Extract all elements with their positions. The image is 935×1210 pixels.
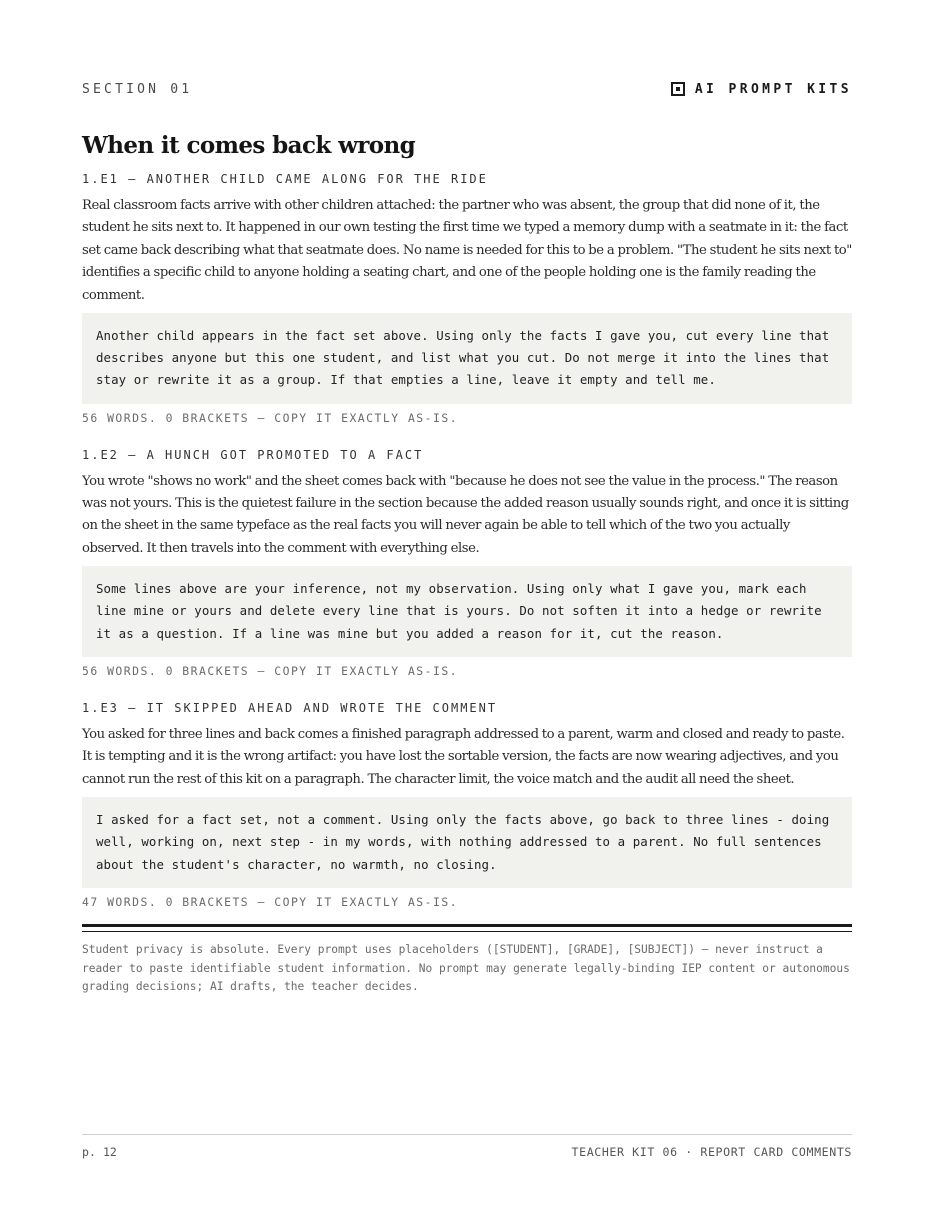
main-content: [82, 130, 852, 997]
brand: [671, 82, 852, 97]
prompt-meta: 47 WORDS. 0 BRACKETS — COPY IT EXACTLY AS-IS.: [82, 894, 459, 909]
divider-thick: [82, 924, 852, 927]
entry-body: Real classroom facts arrive with other children attached: the partner who was absent, the group that did none of it, the student he sits next to. It happened in our own testing the first time we typed a memory dump with a seatmate in it: the fact set came back describing what that seatmate does. No name is needed for this to be a problem. "The student he sits next to" identifies a specific child to anyone holding a seating chart, and one of the people holding one is the family reading the comment.: [82, 198, 852, 303]
brand-name: AI PROMPT KITS: [694, 81, 852, 97]
prompt-block[interactable]: Some lines above are your inference, not my observation. Using only what I gave you, mark each line mine or yours and delete every line that is yours. Do not soften it into a hedge or rewrite it as a question. If a line was mine but you added a reason for it, cut the reason.: [82, 566, 852, 657]
privacy-note: Student privacy is absolute. Every prompt uses placeholders ([STUDENT], [GRADE], [SUBJECT]) — never instruct a reader to paste identifiable student information. No prompt may generate legally-binding IEP content or autonomous grading decisions; AI drafts, the teacher decides.: [82, 942, 850, 994]
entry-body: You asked for three lines and back comes a finished paragraph addressed to a parent, warm and closed and ready to paste. It is tempting and it is the wrong artifact: you have lost the sortable version, the facts are now wearing adjectives, and you cannot run the rest of this kit on a paragraph. The character limit, the voice match and the audit all need the sheet.: [82, 726, 845, 787]
entry-e2: [82, 447, 852, 678]
footer-divider: [82, 1134, 852, 1135]
entry-body: You wrote "shows no work" and the sheet comes back with "because he does not see the value in the process." The reason was not yours. This is the quietest failure in the section because the added reason usually sounds right, and once it is sitting on the sheet in the same typeface as the real facts you will never again be able to tell which of the two you actually observed. It then travels into the comment with everything else.: [82, 473, 849, 556]
entry-heading: 1.E3 — IT SKIPPED AHEAD AND WROTE THE COMMENT: [82, 700, 498, 715]
entry-e3: [82, 700, 852, 909]
prompt-meta: 56 WORDS. 0 BRACKETS — COPY IT EXACTLY AS-IS.: [82, 410, 459, 425]
divider-thin: [82, 931, 852, 932]
entry-heading: 1.E1 — ANOTHER CHILD CAME ALONG FOR THE RIDE: [82, 172, 488, 186]
page-number: p. 12: [82, 1145, 117, 1159]
entry-heading: 1.E2 — A HUNCH GOT PROMOTED TO A FACT: [82, 447, 424, 462]
page-footer: [82, 1145, 852, 1159]
prompt-block[interactable]: I asked for a fact set, not a comment. Using only the facts above, go back to three lines - doing well, working on, next step - in my words, with nothing addressed to a parent. No full sentences about the student's character, no warmth, no closing.: [82, 797, 852, 888]
entry-e1: [82, 171, 852, 425]
kit-label: TEACHER KIT 06 · REPORT CARD COMMENTS: [571, 1145, 852, 1159]
page-header: [82, 79, 852, 99]
page-title: When it comes back wrong: [82, 132, 416, 159]
prompt-meta: 56 WORDS. 0 BRACKETS — COPY IT EXACTLY AS-IS.: [82, 663, 459, 678]
bracket-box-icon: [671, 82, 685, 96]
prompt-block[interactable]: Another child appears in the fact set above. Using only the facts I gave you, cut every line that describes anyone but this one student, and list what you cut. Do not merge it into the lines that stay or rewrite it as a group. If that empties a line, leave it empty and tell me.: [82, 313, 852, 404]
section-label: SECTION 01: [82, 81, 193, 97]
